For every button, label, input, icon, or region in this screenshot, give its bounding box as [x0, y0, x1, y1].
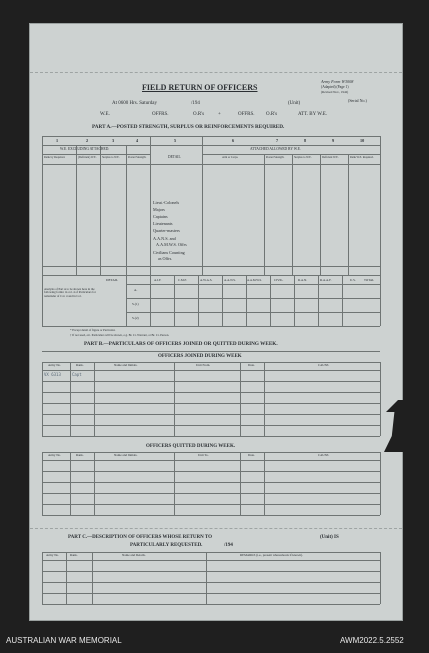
part-b-heading: PART B.—PARTICULARS OF OFFICERS JOINED OR QUITTED DURING WEEK. — [84, 341, 278, 347]
sub-header: Posted Strength. — [128, 156, 147, 159]
rank-row: Captains — [153, 214, 168, 219]
analysis-note: Analysis of Part A to be shown here in the following forms: in col. 4 of Particulars for remainder of Col. 4 and in Col. — [44, 287, 96, 298]
form-ref-line3: (Revised Nov., 1942) — [321, 90, 349, 94]
quitted-col: Rank. — [76, 453, 84, 457]
analysis-row: A. — [134, 288, 138, 292]
plus-label: + — [218, 112, 221, 117]
sub-header: Rank by Required. — [44, 156, 66, 159]
rank-row: A.A.N.S. and — [153, 236, 176, 241]
at-date: /194 — [191, 101, 200, 106]
rank-row: Civilians Counting — [153, 250, 185, 255]
detail-col: A.A.N.S. — [224, 278, 236, 282]
joined-col: Unit From. — [196, 363, 211, 367]
joined-col: Name and Initials. — [114, 363, 138, 367]
footnote: † If not used, etc. Particulars will be shown, e.g. Br. Cr. Warrant, or Br. Cr. Person. — [70, 333, 170, 337]
ors-label-2: O.R's — [266, 112, 278, 117]
sub-header: (Deficient) W.E. — [78, 156, 97, 159]
col-1: 1 — [56, 138, 59, 143]
detail-col: A.I.F. — [154, 278, 162, 282]
footer-source: AUSTRALIAN WAR MEMORIAL — [6, 636, 122, 645]
detail-col: A.W.A.S. — [200, 278, 213, 282]
col-7: 7 — [276, 138, 279, 143]
detail-col: R.A.N. — [298, 278, 308, 282]
fold-line — [30, 72, 402, 74]
part-c-date: /194 — [224, 543, 233, 548]
fold-line — [30, 528, 402, 530]
sub-header: Surplus to W.E. — [294, 156, 312, 159]
rank-row: Quarter-masters — [153, 228, 180, 233]
quitted-col: Name and Initials. — [114, 453, 138, 457]
rank-row: Majors — [153, 207, 165, 212]
ors-label: O.R's — [193, 112, 205, 117]
sub-header: Rank W.E. Required. — [350, 156, 374, 159]
joined-col: Army No. — [48, 363, 61, 367]
sub-header: Posted Strength. — [266, 156, 285, 159]
col-8: 8 — [304, 138, 307, 143]
sub-header: Deficient W.E. — [322, 156, 339, 159]
detail-col: C.M.F. — [178, 278, 187, 282]
serial-label: (Serial No.) — [348, 98, 367, 103]
joined-title: OFFICERS JOINED DURING WEEK — [158, 354, 242, 359]
joined-col: Date. — [248, 363, 255, 367]
rank-row: Lieutenants — [153, 221, 173, 226]
quitted-col: Army No. — [48, 453, 61, 457]
col-3: 3 — [112, 138, 115, 143]
part-a-heading: PART A.—POSTED STRENGTH, SURPLUS OR REINFORCEMENTS REQUIRED. — [92, 124, 285, 130]
detail-col: TOTAL — [364, 278, 375, 282]
joined-rank: Capt — [72, 372, 82, 377]
analysis-row: S.(1) — [132, 302, 139, 306]
detail-col: R.A.A.F. — [320, 278, 332, 282]
footer-id: AWM2022.5.2552 — [340, 636, 404, 645]
joined-army-no: VX 6313 — [44, 372, 61, 377]
form-ref-line1: Army Form W3008 — [321, 79, 354, 84]
joined-col: Rank. — [76, 363, 84, 367]
col-9: 9 — [332, 138, 335, 143]
offrs-label-2: OFFRS. — [238, 112, 255, 117]
detail-col: U.S. — [350, 278, 356, 282]
at-line: At 0600 Hrs. Saturday — [112, 101, 157, 106]
offrs-label: OFFRS. — [152, 112, 169, 117]
part-c-heading: PART C.—DESCRIPTION OF OFFICERS WHOSE RETURN TO — [68, 535, 213, 540]
col-4: 4 — [136, 138, 139, 143]
quitted-title: OFFICERS QUITTED DURING WEEK. — [146, 444, 236, 449]
detail-col: A.A.M.W.S. — [247, 278, 262, 282]
part-c-line2: PARTICULARLY REQUESTED. — [130, 543, 203, 548]
analysis-row: S.(2) — [132, 316, 139, 320]
we-label: W.E. — [100, 112, 110, 117]
part-c-unit: (Unit) IS — [320, 535, 339, 540]
quitted-col: Unit To. — [198, 453, 209, 457]
quitted-col: Date. — [248, 453, 255, 457]
col-2: 2 — [86, 138, 89, 143]
page-title: FIELD RETURN OF OFFICERS — [142, 83, 258, 92]
col-6: 6 — [232, 138, 235, 143]
part-c-col: REMARKS (i.e., present whereabouts if known). — [240, 553, 303, 557]
detail-header: DETAIL — [168, 155, 181, 159]
footnote: * Except detail of figure or Particular. — [70, 328, 116, 332]
unit-label: (Unit) — [288, 101, 301, 106]
rank-row: as Offrs. — [158, 256, 173, 261]
joined-col: CAUSE. — [318, 363, 330, 367]
form-ref-line2: (Adapted) (Page 1) — [321, 85, 349, 89]
detail-row-label: DETAIL — [106, 278, 118, 282]
part-c-col: Rank. — [70, 553, 78, 557]
col-5: 5 — [174, 138, 177, 143]
rank-row: A.A.M.W.S. Offrs — [156, 242, 187, 247]
sub-header: Arm or Corps. — [222, 156, 239, 159]
we-excluding-header: W.E. EXCLUDING ATTACHED. — [60, 147, 110, 151]
detail-col: CIVIL. — [274, 278, 284, 282]
att-label: ATT. BY W.E. — [298, 112, 328, 117]
col-10: 10 — [360, 138, 365, 143]
rank-row: Lieut.-Colonels — [153, 200, 180, 205]
attached-allowed-header: ATTACHED ALLOWED BY W.E. — [250, 147, 301, 151]
quitted-col: CAUSE. — [318, 453, 330, 457]
part-c-col: Army No. — [46, 553, 59, 557]
part-c-col: Name and Details. — [122, 553, 146, 557]
sub-header: Surplus to W.E. — [102, 156, 120, 159]
document-page — [30, 24, 402, 620]
